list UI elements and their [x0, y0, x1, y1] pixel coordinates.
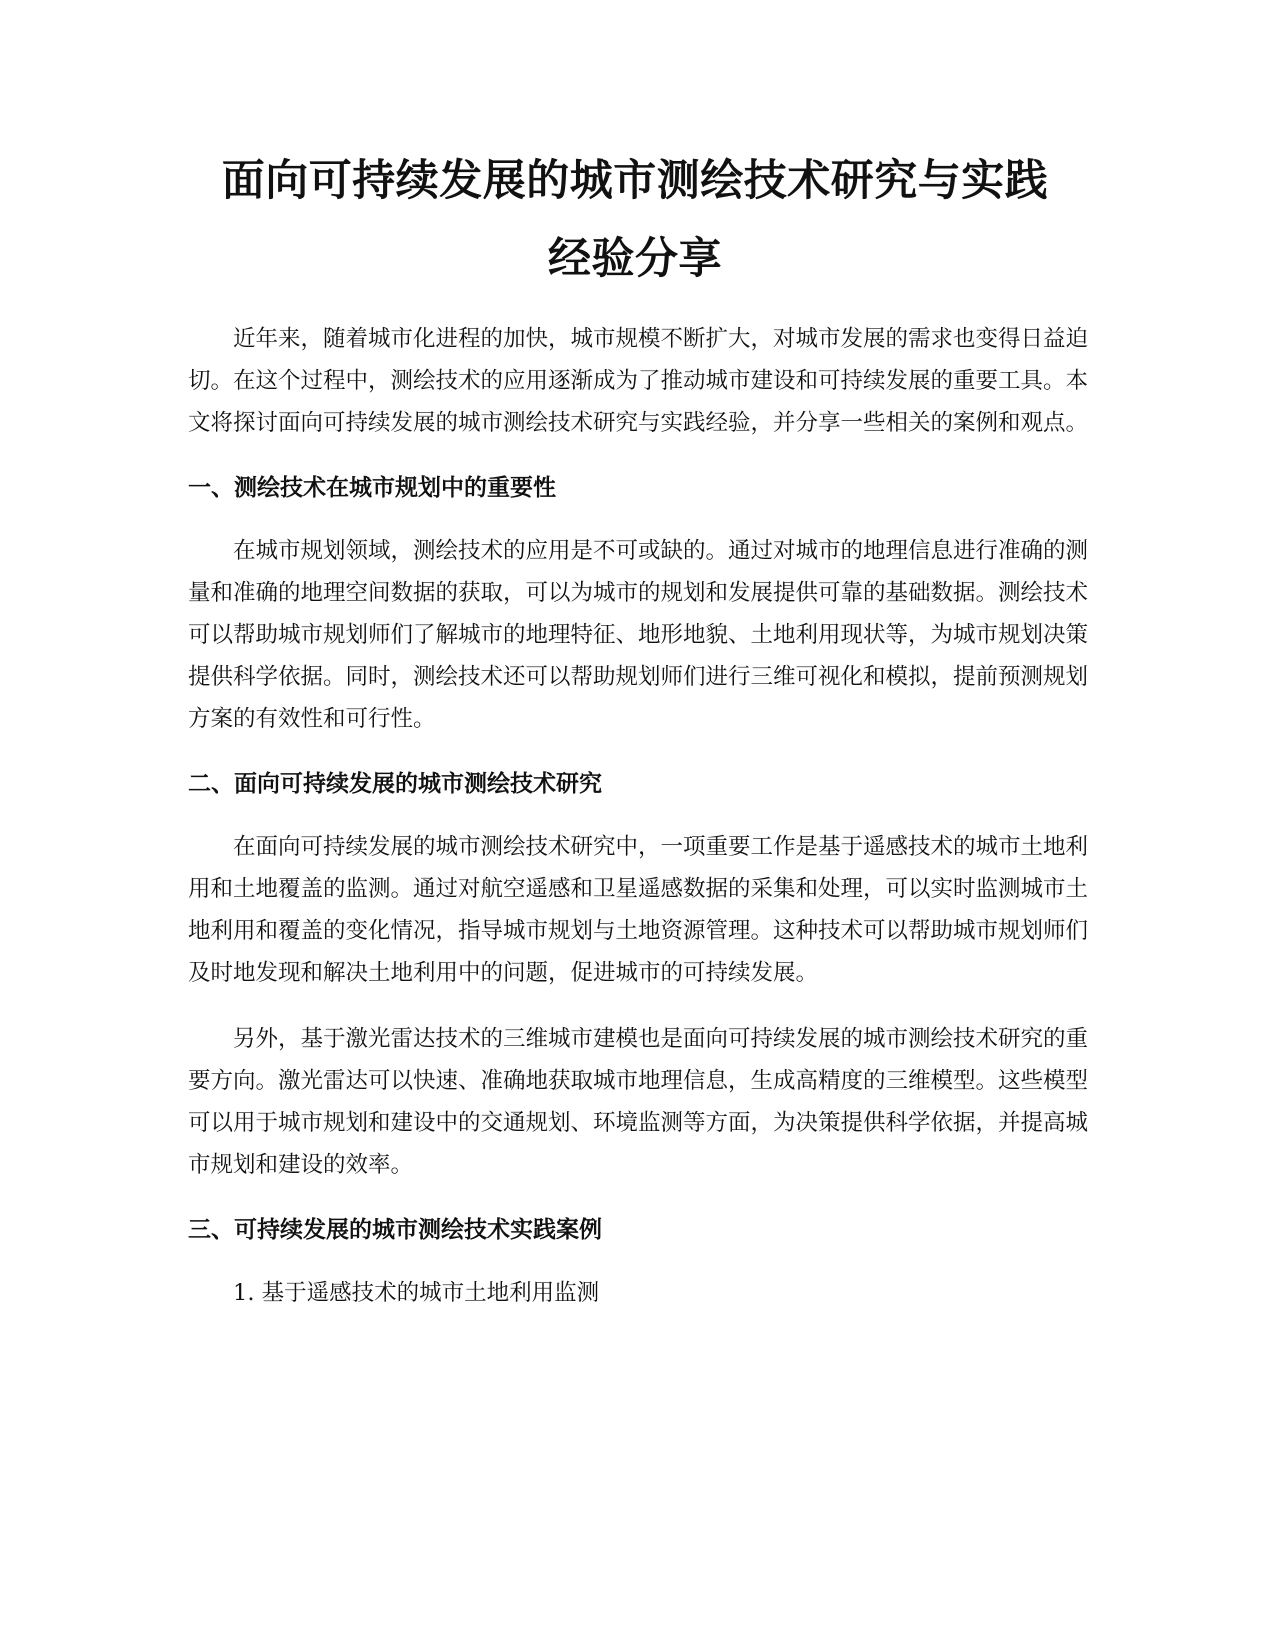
section-2-paragraph-2: 另外，基于激光雷达技术的三维城市建模也是面向可持续发展的城市测绘技术研究的重要方向。激光雷达可以快速、准确地获取城市地理信息，生成高精度的三维模型。这些模型可以用于城市规划和建设中的交通规划、环境监测等方面，为决策提供科学依据，并提高城市规划和建设的效率。: [188, 1026, 1089, 1178]
intro-paragraph: 近年来，随着城市化进程的加快，城市规模不断扩大，对城市发展的需求也变得日益迫切。在这个过程中，测绘技术的应用逐渐成为了推动城市建设和可持续发展的重要工具。本文将探讨面向可持续发展的城市测绘技术研究与实践经验，并分享一些相关的案例和观点。: [188, 326, 1089, 436]
section-2-paragraph-1: 在面向可持续发展的城市测绘技术研究中，一项重要工作是基于遥感技术的城市土地利用和土地覆盖的监测。通过对航空遥感和卫星遥感数据的采集和处理，可以实时监测城市土地利用和覆盖的变化情况，指导城市规划与土地资源管理。这种技术可以帮助城市规划师们及时地发现和解决土地利用中的问题，促进城市的可持续发展。: [188, 834, 1089, 986]
document-body: [188, 318, 1088, 1314]
document-title: [180, 142, 1090, 298]
title-line-2: 经验分享: [548, 234, 722, 284]
section-3-heading: 三、可持续发展的城市测绘技术实践案例: [188, 1217, 602, 1243]
section-2-heading: 二、面向可持续发展的城市测绘技术研究: [188, 771, 602, 797]
list-item: 1. 基于遥感技术的城市土地利用监测: [233, 1280, 600, 1306]
section-1-heading: 一、测绘技术在城市规划中的重要性: [188, 475, 556, 501]
title-line-1: 面向可持续发展的城市测绘技术研究与实践: [221, 156, 1049, 206]
section-1-paragraph: 在城市规划领域，测绘技术的应用是不可或缺的。通过对城市的地理信息进行准确的测量和准确的地理空间数据的获取，可以为城市的规划和发展提供可靠的基础数据。测绘技术可以帮助城市规划师们了解城市的地理特征、地形地貌、土地利用现状等，为城市规划决策提供科学依据。同时，测绘技术还可以帮助规划师们进行三维可视化和模拟，提前预测规划方案的有效性和可行性。: [188, 538, 1089, 732]
